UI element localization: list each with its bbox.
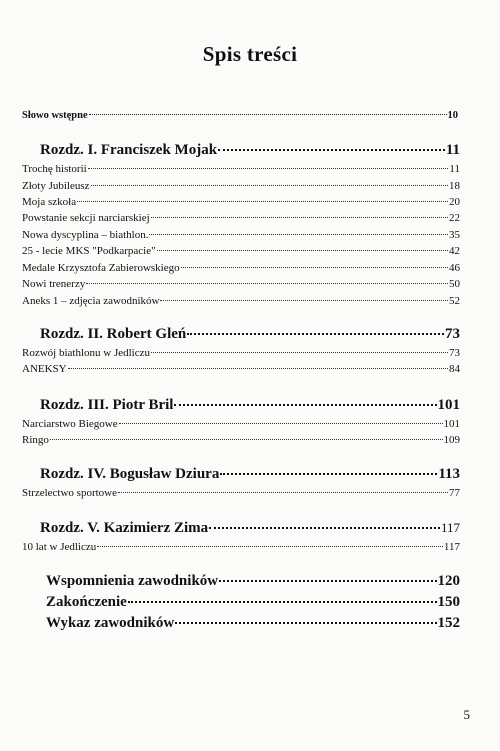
item-title: Nowa dyscyplina – biathlon. (22, 229, 149, 241)
item-title: Powstanie sekcji narciarskiej (22, 212, 150, 224)
toc-entry-page: 10 (447, 110, 458, 121)
item-page: 35 (449, 229, 460, 241)
item-title: ANEKSY (22, 363, 67, 375)
page-number: 5 (463, 707, 470, 722)
dot-leader (86, 283, 448, 284)
toc-chapter-2 (40, 326, 460, 343)
toc-item (22, 418, 460, 430)
dot-leader (187, 333, 444, 335)
dot-leader (220, 473, 437, 475)
toc-item (22, 196, 460, 208)
dot-leader (119, 423, 443, 424)
chapter-title: Rozdz. I. Franciszek Mojak (40, 142, 218, 158)
toc-item (22, 295, 460, 307)
item-page: 50 (449, 278, 460, 290)
dot-leader (97, 546, 443, 547)
toc-intro-entry (22, 110, 458, 121)
dot-leader (151, 352, 448, 353)
dot-leader (91, 185, 448, 186)
appendix-page: 120 (437, 573, 460, 589)
item-page: 20 (449, 196, 460, 208)
item-title: Strzelectwo sportowe (22, 487, 117, 499)
appendix-page: 152 (437, 615, 460, 631)
dot-leader (219, 580, 436, 582)
item-page: 22 (449, 212, 460, 224)
toc-chapter-4 (40, 466, 460, 483)
dot-leader (77, 201, 448, 202)
dot-leader (157, 250, 448, 251)
chapter-page: 113 (438, 466, 460, 482)
item-page: 52 (449, 295, 460, 307)
chapter-title: Rozdz. IV. Bogusław Dziura (40, 466, 220, 482)
appendix-title: Wspomnienia zawodników (46, 573, 219, 589)
item-title: 25 - lecie MKS "Podkarpacie" (22, 245, 156, 257)
item-title: Narciarstwo Biegowe (22, 418, 118, 430)
toc-chapter-1 (40, 142, 460, 159)
toc-item (22, 245, 460, 257)
toc-appendix-entry (46, 573, 460, 590)
dot-leader (50, 439, 443, 440)
toc-item (22, 212, 460, 224)
dot-leader (209, 527, 440, 529)
dot-leader (218, 149, 445, 151)
dot-leader (181, 267, 448, 268)
item-title: Trochę historii (22, 163, 87, 175)
toc-item (22, 347, 460, 359)
toc-item (22, 487, 460, 499)
chapter-title: Rozdz. II. Robert Gleń (40, 326, 187, 342)
toc-item (22, 363, 460, 375)
toc-item (22, 278, 460, 290)
toc-item (22, 180, 460, 192)
item-page: 18 (449, 180, 460, 192)
toc-item (22, 163, 460, 175)
dot-leader (68, 368, 448, 369)
item-title: Moja szkoła (22, 196, 77, 208)
item-page: 11 (449, 163, 460, 175)
chapter-page: 117 (440, 520, 460, 535)
chapter-title: Rozdz. III. Piotr Bril (40, 397, 174, 413)
toc-appendix-entry (46, 615, 460, 632)
item-page: 109 (443, 434, 460, 446)
item-page: 77 (449, 487, 460, 499)
item-page: 84 (449, 363, 460, 375)
chapter-page: 73 (445, 326, 460, 342)
item-page: 73 (449, 347, 460, 359)
dot-leader (118, 492, 448, 493)
dot-leader (151, 217, 448, 218)
item-page: 42 (449, 245, 460, 257)
dot-leader (175, 622, 436, 624)
item-title: Rozwój biathlonu w Jedliczu (22, 347, 151, 359)
dot-leader (160, 300, 448, 301)
item-page: 46 (449, 262, 460, 274)
toc-appendix-entry (46, 594, 460, 611)
item-title: Złoty Jubileusz (22, 180, 90, 192)
appendix-title: Zakończenie (46, 594, 127, 610)
toc-item (22, 541, 460, 553)
toc-item (22, 229, 460, 241)
toc-chapter-5 (40, 520, 460, 537)
item-title: 10 lat w Jedliczu (22, 541, 97, 553)
dot-leader (88, 168, 449, 169)
dot-leader (174, 404, 436, 406)
item-title: Aneks 1 – zdjęcia zawodników (22, 295, 160, 307)
toc-entry-label: Słowo wstępne (22, 110, 88, 121)
dot-leader (149, 234, 448, 235)
item-title: Ringo (22, 434, 49, 446)
toc-chapter-3 (40, 397, 460, 414)
chapter-page: 101 (437, 397, 460, 413)
chapter-page: 11 (445, 142, 460, 158)
dot-leader (89, 114, 447, 115)
chapter-title: Rozdz. V. Kazimierz Zima (40, 520, 209, 536)
appendix-page: 150 (437, 594, 460, 610)
dot-leader (128, 601, 437, 603)
toc-item (22, 262, 460, 274)
toc-item (22, 434, 460, 446)
item-title: Medale Krzysztofa Zabierowskiego (22, 262, 180, 274)
item-title: Nowi trenerzy (22, 278, 86, 290)
appendix-title: Wykaz zawodników (46, 615, 175, 631)
item-page: 101 (443, 418, 460, 430)
page-title: Spis treści (202, 42, 298, 66)
item-page: 117 (443, 541, 460, 553)
